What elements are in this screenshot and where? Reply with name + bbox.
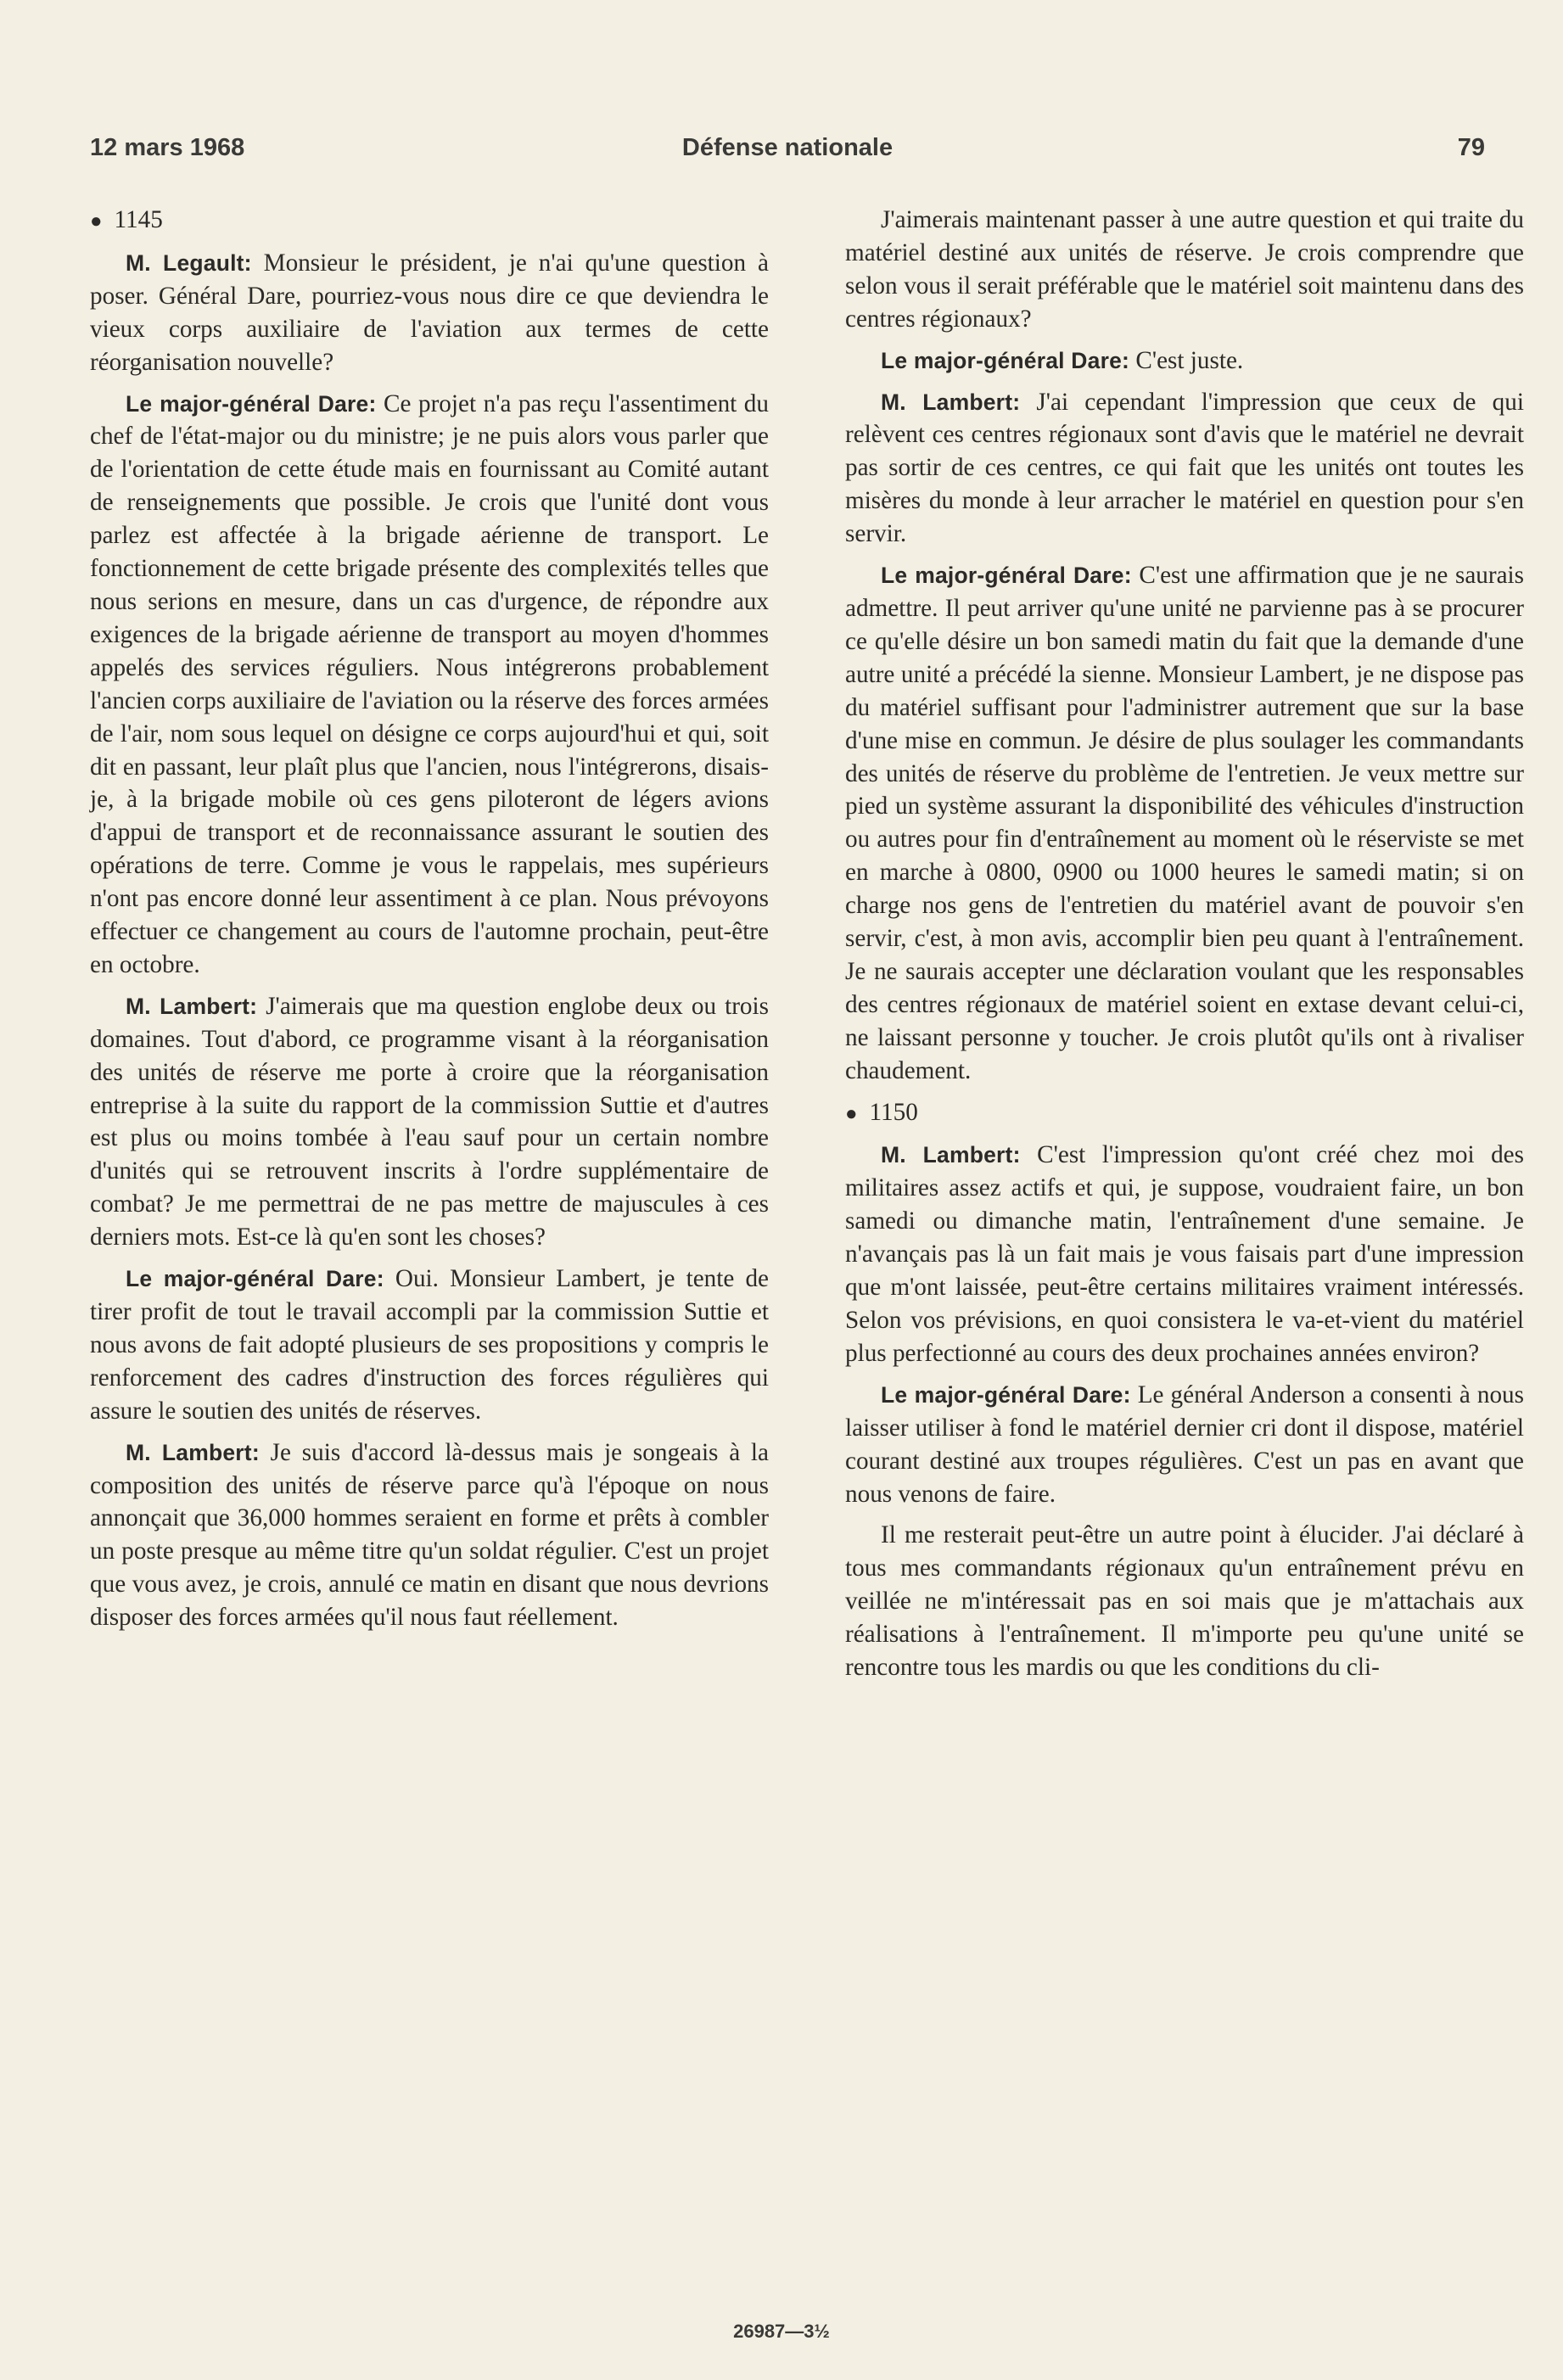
page-footer-code: 26987—3½ [733, 2321, 830, 2342]
speaker-name: M. Lambert: [126, 1439, 260, 1465]
page-number: 79 [1457, 134, 1485, 161]
transcript-paragraph [90, 990, 769, 1254]
transcript-paragraph [845, 559, 1524, 1088]
page-header [90, 134, 1485, 168]
speaker-name: M. Legault: [126, 249, 252, 276]
speaker-name: Le major-général Dare: [126, 1266, 384, 1292]
transcript-paragraph [845, 344, 1524, 378]
paragraph-text: Je suis d'accord là-dessus mais je songeais à la composition des unités de réserve parce qu'à l'époque on nous annonçait que 36,000 hommes seraient en forme et prêts à combler un poste presque au même titre qu'un soldat régulier. C'est un projet que vous avez, je crois, annulé ce matin en disant que nous devrions disposer des forces armées qu'il nous faut réellement. [90, 1438, 769, 1632]
paragraph-text: Il me resterait peut-être un autre point à élucider. J'ai déclaré à tous mes commandants régionaux qu'un entraînement prévu en veillée ne m'intéressait pas en soi mais que je m'attachais aux réalisations à l'entraînement. Il m'importe peu qu'une unité se rencontre tous les mardis ou que les conditions du cli- [845, 1521, 1524, 1682]
transcript-paragraph [845, 1139, 1524, 1369]
paragraph-text: C'est l'impression qu'ont créé chez moi des militaires assez actifs et qui, je suppose, voudraient faire, un bon samedi ou dimanche matin, l'entraînement d'une semaine. Je n'avançais pas là un fait mais je vous faisais part d'une impression que m'ont laissée, peut-être certains militaires vraiment intéressés. Selon vos prévisions, en quoi consistera le va-et-vient du matériel plus perfectionné au cours des deux prochaines années environ? [845, 1141, 1524, 1367]
transcript-paragraph [90, 388, 769, 982]
speaker-name: Le major-général Dare: [881, 563, 1132, 589]
transcript-paragraph [90, 1436, 769, 1634]
paragraph-text: J'aimerais que ma question englobe deux ou trois domaines. Tout d'abord, ce programme visant à la réorganisation des unités de réserve me porte à croire que la réorganisation entreprise à la suite du rapport de la commission Suttie et d'autres est plus ou moins tombée à l'eau sauf pour un certain nombre d'unités qui se retrouvent inscrits à l'ordre supplémentaire de combat? Je me permettrai de ne pas mettre de majuscules à ces derniers mots. Est-ce là qu'en sont les choses? [90, 992, 769, 1252]
bullet-icon: ● [845, 1102, 858, 1125]
paragraph-text: Ce projet n'a pas reçu l'assentiment du chef de l'état-major ou du ministre; je ne puis alors vous parler que de l'orientation de cette étude mais en fournissant au Comité autant de renseignements que possible. Je crois que l'unité dont vous parlez est affectée à la brigade aérienne de transport. Le fonctionnement de cette brigade présente des complexités telles que nous serions en mesure, dans un cas d'urgence, de répondre aux exigences de la brigade aérienne de transport au moyen d'hommes appelés des services réguliers. Nous intégrerons probablement l'ancien corps auxiliaire de l'aviation ou la réserve des forces armées de l'air, nom sous lequel on désigne ce corps aujourd'hui et qui, soit dit en passant, leur plaît plus que l'ancien, nous l'intégrerons, disais-je, à la brigade mobile où ces gens piloteront de légers avions d'appui de transport et de reconnaissance assurant le soutien des opérations de terre. Comme je vous le rappelais, mes supérieurs n'ont pas encore donné leur assentiment à ce plan. Nous prévoyons effectuer ce changement au cours de l'automne prochain, peut-être en octobre. [90, 389, 769, 978]
transcript-paragraph [90, 1263, 769, 1428]
speaker-name: M. Lambert: [881, 389, 1021, 415]
speaker-name: Le major-général Dare: [881, 347, 1130, 373]
header-title: Défense nationale [681, 134, 894, 161]
speaker-name: M. Lambert: [881, 1142, 1021, 1168]
paragraph-text: Le général Anderson a consenti à nous laisser utiliser à fond le matériel dernier cri dont il dispose, matériel courant destiné aux troupes régulières. C'est un pas en avant que nous venons de faire. [845, 1380, 1524, 1508]
right-column [845, 204, 1524, 1693]
time-marker [845, 1096, 1524, 1131]
transcript-paragraph [845, 204, 1524, 336]
transcript-paragraph [845, 1519, 1524, 1684]
paragraph-text: Monsieur le président, je n'ai qu'une question à poser. Général Dare, pourriez-vous nous dire ce que deviendra le vieux corps auxiliaire de l'aviation aux termes de cette réorganisation nouvelle? [90, 249, 769, 376]
left-column [90, 204, 769, 1643]
speaker-name: M. Lambert: [126, 993, 258, 1019]
time-marker-text: 1150 [869, 1098, 918, 1126]
transcript-paragraph [845, 1379, 1524, 1511]
paragraph-text: C'est une affirmation que je ne saurais admettre. Il peut arriver qu'une unité ne parvienne pas à se procurer ce qu'elle désire un bon samedi matin du fait que la demande d'une autre unité a précédé la sienne. Monsieur Lambert, je ne dispose pas du matériel suffisant pour l'administrer autrement que sur la base d'une mise en commun. Je désire de plus soulager les commandants des unités de réserve du problème de l'entretien. Je veux mettre sur pied un système assurant la disponibilité des véhicules d'instruction ou autres pour fin d'entraînement au moment où le réserviste se met en marche à 0800, 0900 ou 1000 heures le samedi matin; si on charge nos gens de l'entretien du matériel avant de pouvoir s'en servir, c'est, à mon avis, accomplir bien peu quant à l'entraînement. Je ne saurais accepter une déclaration voulant que les responsables des centres régionaux de matériel soient en extase devant celui-ci, ne laissant personne y toucher. Je crois plutôt qu'ils ont à rivaliser chaudement. [845, 562, 1525, 1084]
paragraph-text: Oui. Monsieur Lambert, je tente de tirer profit de tout le travail accompli par la commission Suttie et nous avons de fait adopté plusieurs de ses propositions y compris le renforcement des cadres d'instruction des forces régulières qui assure le soutien des unités de réserves. [90, 1265, 769, 1425]
paragraph-text: C'est juste. [1135, 346, 1244, 374]
paragraph-text: J'aimerais maintenant passer à une autre question et qui traite du matériel destiné aux unités de réserve. Je crois comprendre que selon vous il serait préférable que le matériel soit maintenu dans des centres régionaux? [845, 206, 1524, 333]
transcript-paragraph [845, 386, 1524, 552]
time-marker [90, 204, 769, 238]
bullet-icon: ● [90, 210, 103, 232]
time-marker-text: 1145 [114, 206, 163, 233]
text-columns [90, 204, 1525, 2299]
speaker-name: Le major-général Dare: [126, 390, 377, 417]
header-date: 12 mars 1968 [90, 134, 245, 161]
speaker-name: Le major-général Dare: [881, 1381, 1131, 1408]
transcript-paragraph [90, 247, 769, 379]
paragraph-text: J'ai cependant l'impression que ceux de qui relèvent ces centres régionaux sont d'avis que le matériel ne devrait pas sortir de ces centres, ce qui fait que les unités ont toutes les misères du monde à leur arracher le matériel en question pour s'en servir. [845, 388, 1524, 548]
